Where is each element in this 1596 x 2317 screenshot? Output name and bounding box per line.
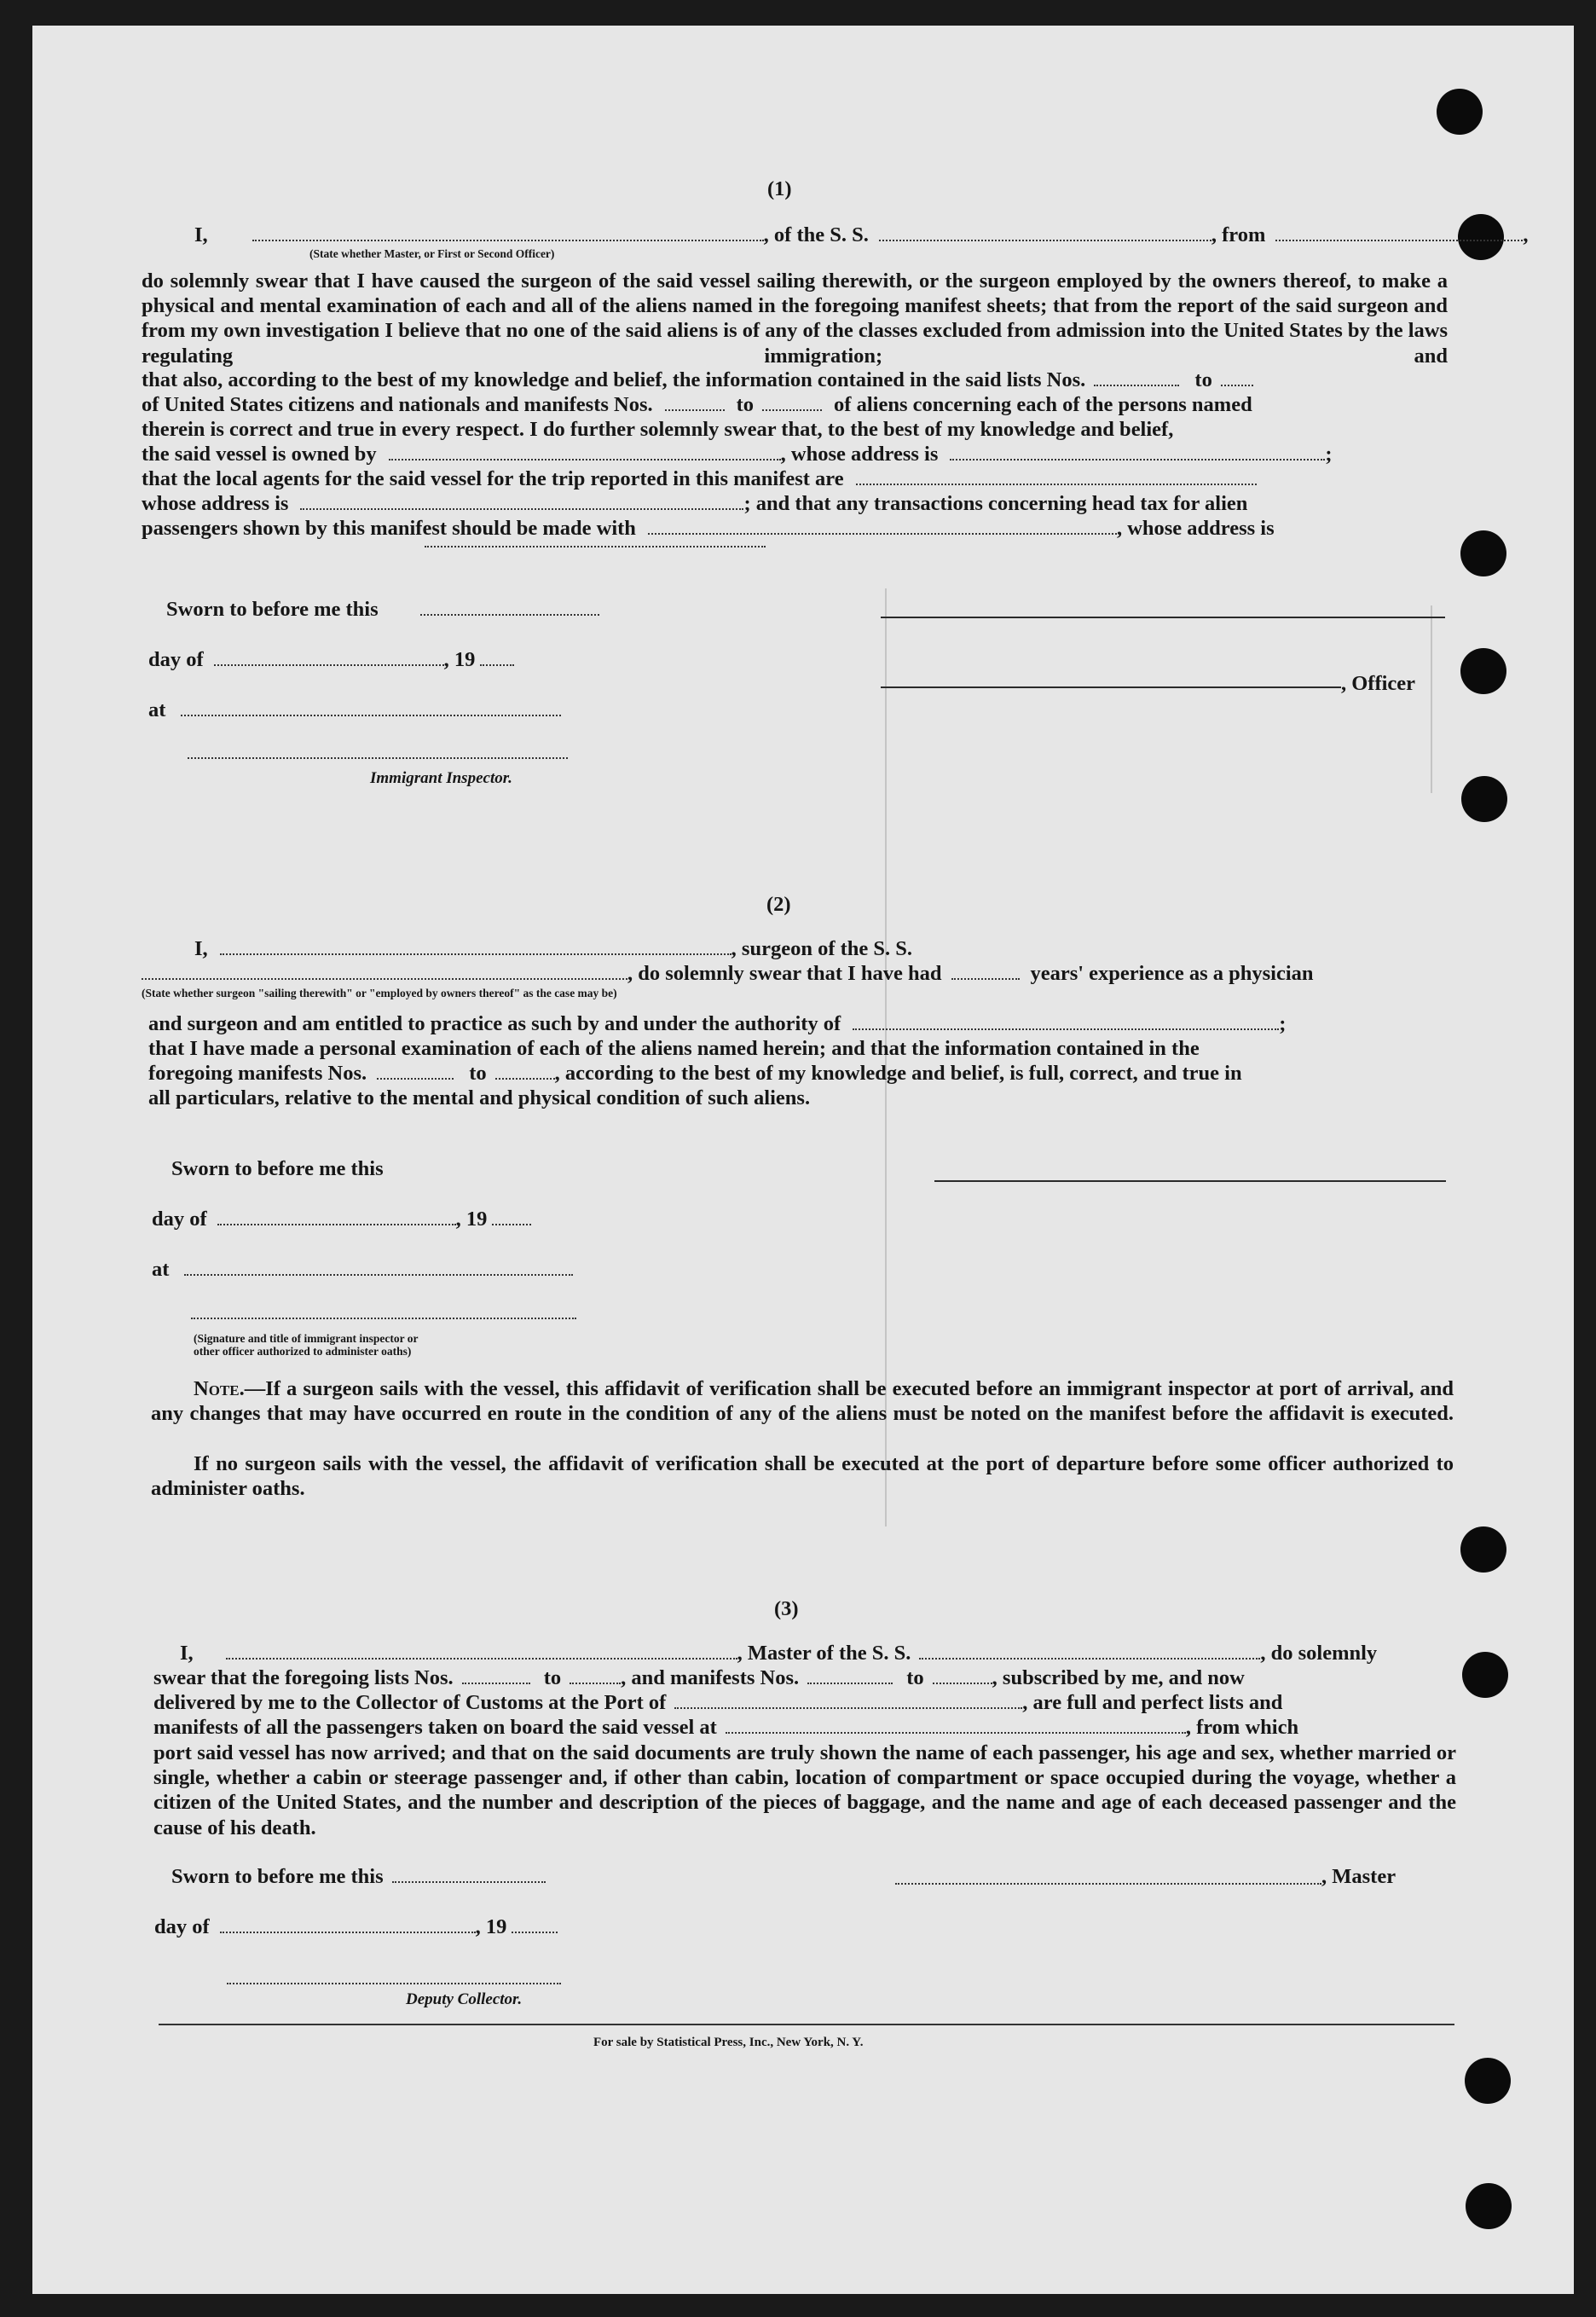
- oath-paragraph: port said vessel has now arrived; and that on the said documents are truly shown the name of each passenger, his age and sex, whether married or single, whether a cabin or steerage passenger and, if other than cabin, location of compartment or space occupied during the voyage, whether a citizen of the United States, and the number and description of the pieces of baggage, and the name and age of each deceased passenger and the cause of his death.: [153, 1741, 1456, 1839]
- punch-hole: [1460, 1526, 1506, 1573]
- officer-label: , Officer: [1341, 672, 1416, 695]
- surgeon-note: (State whether surgeon "sailing therewith" or "employed by owners thereof" as the case may be): [142, 987, 617, 999]
- punch-hole: [1461, 776, 1507, 822]
- at-line: at: [148, 698, 561, 722]
- lists-line: that also, according to the best of my knowledge and belief, the information contained in the said lists Nos. to: [142, 368, 1448, 392]
- printer-credit: For sale by Statistical Press, Inc., New York, N. Y.: [593, 2036, 864, 2049]
- punch-hole: [1460, 648, 1506, 694]
- particulars-line: all particulars, relative to the mental and physical condition of such aliens.: [148, 1086, 811, 1109]
- note-paragraph: Note.—If a surgeon sails with the vessel, this affidavit of verification shall be executed before an immigrant inspector at port of arrival, and any changes that may have occurred en route in the condition of any of the aliens must be noted on the manifest before the affidavit is executed.: [151, 1377, 1454, 1426]
- punch-hole: [1437, 89, 1483, 135]
- surgeon-line: I, , surgeon of the S. S.: [194, 937, 913, 960]
- day-of-line: day of , 19: [152, 1208, 531, 1231]
- master-line: I, , of the S. S. , from ,: [194, 223, 1529, 246]
- section-number: (1): [767, 177, 792, 200]
- section-number: (2): [766, 893, 791, 916]
- therein-line: therein is correct and true in every respect. I do further solemnly swear that, to the best of my knowledge and belief,: [142, 418, 1174, 441]
- collector-line: delivered by me to the Collector of Customs at the Port of , are full and perfect lists and: [153, 1691, 1283, 1714]
- sworn-label: Sworn to before me this: [171, 1157, 384, 1180]
- master-line: I, , Master of the S. S. , do solemnly: [180, 1642, 1378, 1665]
- examination-line: that I have made a personal examination of each of the aliens named herein; and that the information contained in the: [148, 1037, 1200, 1060]
- officer-note: (State whether Master, or First or Second Officer): [309, 247, 555, 260]
- sworn-label: Sworn to before me this: [171, 1865, 546, 1889]
- sworn-label: Sworn to before me this: [166, 598, 379, 621]
- punch-hole: [1462, 1652, 1508, 1698]
- citizens-line: of United States citizens and nationals and manifests Nos. to of aliens concerning each of the persons named: [142, 393, 1252, 416]
- inspector-label: Immigrant Inspector.: [370, 769, 512, 787]
- manifests-line: manifests of all the passengers taken on board the said vessel at , from which: [153, 1716, 1299, 1739]
- punch-hole: [1465, 2058, 1511, 2104]
- signature-note: (Signature and title of immigrant inspector or: [194, 1332, 419, 1345]
- manifests-line: foregoing manifests Nos. to , according to the best of my knowledge and belief, is full, correct, and true in: [148, 1062, 1242, 1085]
- punch-hole: [1460, 530, 1506, 576]
- section-number: (3): [774, 1597, 799, 1620]
- passengers-line: passengers shown by this manifest should be made with , whose address is: [142, 517, 1275, 540]
- experience-line: , do solemnly swear that I have had years' experience as a physician: [142, 962, 1314, 986]
- at-line: at: [152, 1258, 573, 1282]
- whose-address-line: whose address is ; and that any transactions concerning head tax for alien: [142, 492, 1248, 515]
- day-of-line: day of , 19: [154, 1915, 558, 1939]
- signature-note: other officer authorized to administer oaths): [194, 1345, 412, 1358]
- manifest-page: [32, 26, 1574, 2294]
- owned-line: the said vessel is owned by , whose address is ;: [142, 443, 1333, 466]
- footer-divider: [159, 2024, 1454, 2025]
- authority-line: and surgeon and am entitled to practice as such by and under the authority of ;: [148, 1012, 1287, 1035]
- deputy-collector-label: Deputy Collector.: [406, 1990, 523, 2008]
- lists-line: swear that the foregoing lists Nos. to , and manifests Nos. to , subscribed by me, and now: [153, 1666, 1245, 1689]
- punch-hole: [1466, 2183, 1512, 2229]
- day-of-line: day of , 19: [148, 648, 514, 672]
- agents-line: that the local agents for the said vessel for the trip reported in this manifest are: [142, 467, 1257, 491]
- oath-paragraph: do solemnly swear that I have caused the surgeon of the said vessel sailing therewith, or the surgeon employed by the owners thereof, to make a physical and mental examination of each and all of the aliens named in the foregoing manifest sheets; that from the report of the said surgeon and from my own investigation I believe that no one of the said aliens is of any of the classes excluded from admission into the United States by the laws regulating immigration; and: [142, 269, 1448, 368]
- note-paragraph: If no surgeon sails with the vessel, the affidavit of verification shall be executed at the port of departure before some officer authorized to administer oaths.: [151, 1452, 1454, 1501]
- master-label: , Master: [1321, 1865, 1396, 1888]
